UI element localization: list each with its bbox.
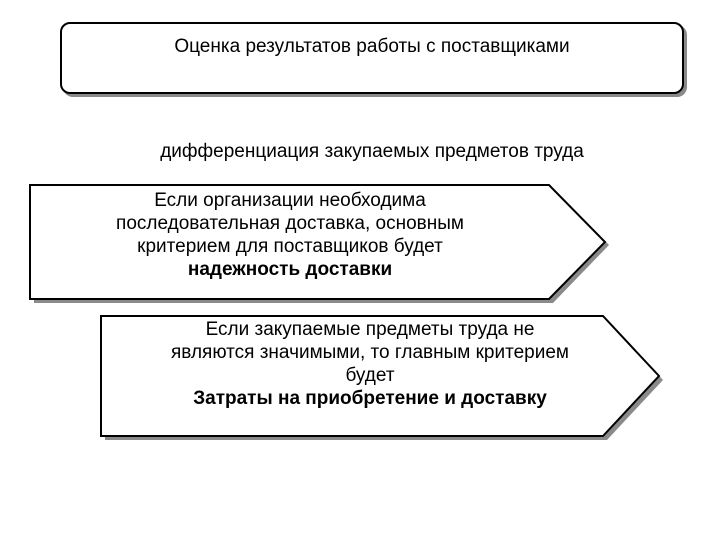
arrow-1-text (30, 189, 550, 281)
title-text: Оценка результатов работы с поставщиками (174, 36, 570, 57)
subtitle-text: дифференциация закупаемых предметов труда (160, 141, 584, 162)
arrow-1-line-1: Если организации необходима (154, 190, 426, 211)
arrow-2-line-1: Если закупаемые предметы труда не (205, 319, 535, 340)
arrow-2-line-3: будет (345, 365, 395, 386)
arrow-2-text (100, 318, 640, 410)
arrow-1-line-3: критерием для поставщиков будет (137, 236, 443, 257)
arrow-2-line-2: являются значимыми, то главным критерием (171, 342, 569, 363)
arrow-1-emphasis: надежность доставки (187, 259, 393, 280)
title-box (60, 22, 684, 94)
arrow-2-emphasis: Затраты на приобретение и доставку (193, 388, 547, 409)
arrow-1-line-2: последовательная доставка, основным (116, 213, 464, 234)
